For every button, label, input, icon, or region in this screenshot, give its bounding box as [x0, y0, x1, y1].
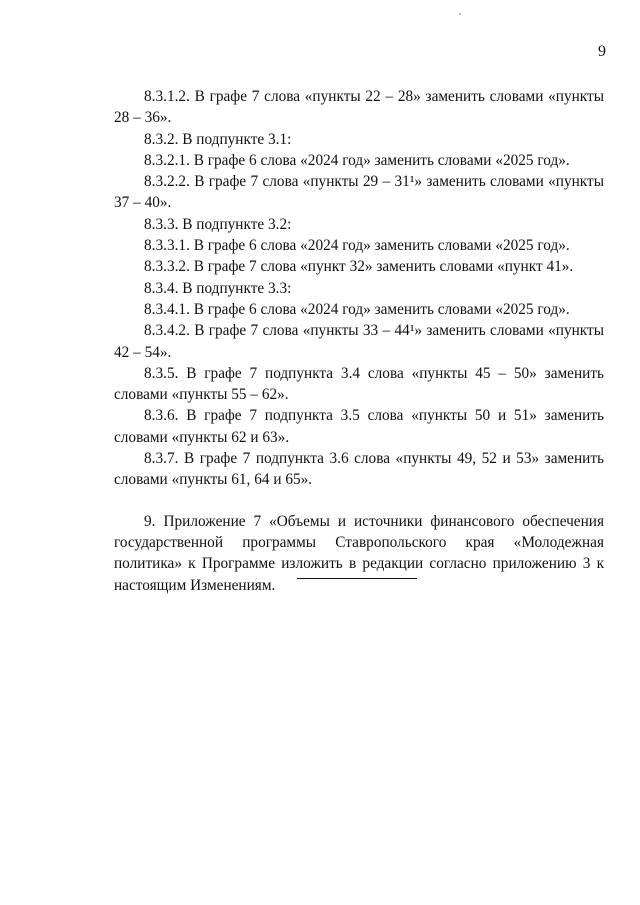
paragraph-8-3-4-1: 8.3.4.1. В графе 6 слова «2024 год» заменить словами «2025 год». [144, 300, 570, 318]
paragraph-8-3-3-2: 8.3.3.2. В графе 7 слова «пункт 32» заменить словами «пункт 41». [144, 258, 574, 276]
paragraph-8-3-7: 8.3.7. В графе 7 подпункта 3.6 слова «пункты 49, 52 и 53» заменить словами «пункты 61, 64 и 65». [114, 450, 604, 489]
paragraph-8-3-3: 8.3.3. В подпункте 3.2: [144, 215, 292, 233]
paragraph-8-3-4-2: 8.3.4.2. В графе 7 слова «пункты 33 – 44¹» заменить словами «пункты 42 – 54». [114, 322, 604, 361]
paragraph-8-3-1-2: 8.3.1.2. В графе 7 слова «пункты 22 – 28» заменить словами «пункты 28 – 36». [114, 88, 604, 127]
page-number: 9 [598, 43, 606, 60]
separator-line [297, 578, 417, 579]
paragraph-8-3-2: 8.3.2. В подпункте 3.1: [144, 130, 292, 148]
document-body [114, 86, 604, 596]
paragraph-8-3-3-1: 8.3.3.1. В графе 6 слова «2024 год» заменить словами «2025 год». [144, 237, 570, 255]
paragraph-8-3-2-1: 8.3.2.1. В графе 6 слова «2024 год» заменить словами «2025 год». [144, 151, 570, 169]
scan-speck [459, 13, 461, 15]
paragraph-8-3-6: 8.3.6. В графе 7 подпункта 3.5 слова «пункты 50 и 51» заменить словами «пункты 62 и 63». [114, 407, 604, 446]
paragraph-8-3-2-2: 8.3.2.2. В графе 7 слова «пункты 29 – 31¹» заменить словами «пункты 37 – 40». [114, 173, 604, 212]
paragraph-8-3-4: 8.3.4. В подпункте 3.3: [144, 279, 292, 297]
paragraph-8-3-5: 8.3.5. В графе 7 подпункта 3.4 слова «пункты 45 – 50» заменить словами «пункты 55 – 62». [114, 364, 604, 404]
paragraph-9: 9. Приложение 7 «Объемы и источники финансового обеспечения государственной программы Ставропольского края «Молодежная политика» к Программе изложить в редакции согласно приложению 3 к настоящим Изменениям. [114, 512, 604, 594]
